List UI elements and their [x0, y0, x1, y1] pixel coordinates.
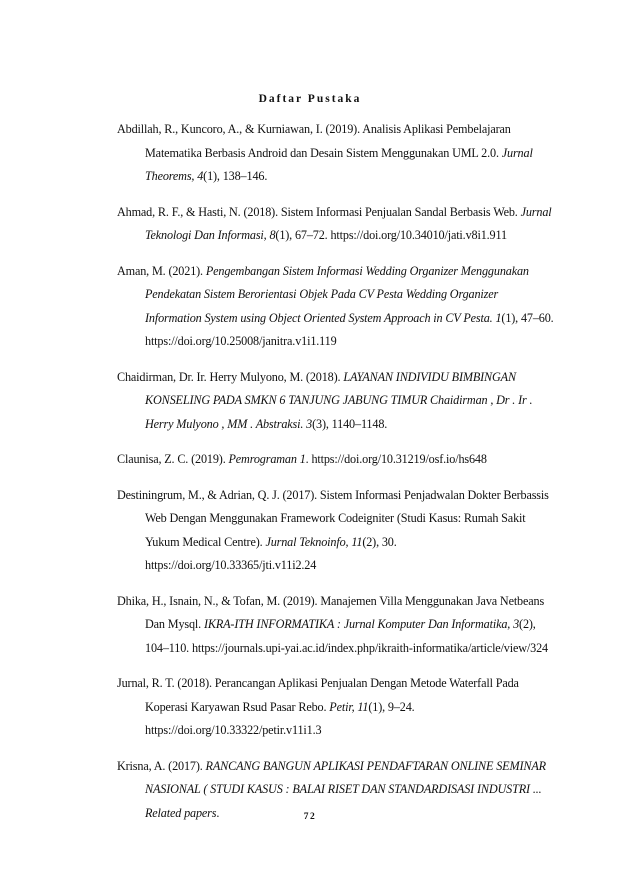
reference-text: Jurnal, R. T. (2018). Perancangan Aplikasi Penjualan Dengan Metode Waterfall Pada Koperasi Karyawan Rsud Pasar Rebo. — [117, 676, 519, 714]
reference-source: Petir, 11 — [329, 699, 369, 714]
reference-item — [117, 484, 557, 578]
reference-source: Jurnal Theorems, 4 — [145, 145, 533, 183]
reference-text: Destiningrum, M., & Adrian, Q. J. (2017). Sistem Informasi Penjadwalan Dokter Berbassis Web Dengan Menggunakan Framework Codeigniter (Studi Kasus: Rumah Sakit Yukum Medical Centre). — [117, 487, 549, 549]
reference-text: Chaidirman, Dr. Ir. Herry Mulyono, M. (2018). — [117, 369, 344, 384]
reference-item — [117, 118, 557, 189]
reference-text: Dhika, H., Isnain, N., & Tofan, M. (2019). Manajemen Villa Menggunakan Java Netbeans Dan Mysql. — [117, 593, 545, 631]
reference-source: Pemrograman 1 — [228, 452, 306, 466]
page-number: 72 — [303, 812, 317, 822]
reference-details: (2), 30. https://doi.org/10.33365/jti.v11i2.24 — [145, 534, 397, 572]
reference-details: (3), 1140–1148. — [312, 416, 388, 431]
reference-source: LAYANAN INDIVIDU BIMBINGAN KONSELING PADA SMKN 6 TANJUNG JABUNG TIMUR Chaidirman , Dr . Ir . Herry Mulyono , MM . Abstraksi. 3 — [145, 369, 533, 431]
reference-details: (2), 104–110. https://journals.upi-yai.ac.id/index.php/ikraith-informatika/article/view/324 — [145, 617, 548, 655]
reference-source: Jurnal Teknologi Dan Informasi, 8 — [145, 204, 552, 242]
reference-item — [117, 448, 557, 472]
reference-source: IKRA-ITH INFORMATIKA : Jurnal Komputer Dan Informatika, 3 — [203, 617, 520, 631]
reference-item — [117, 366, 557, 437]
reference-text: Abdillah, R., Kuncoro, A., & Kurniawan, I. (2019). Analisis Aplikasi Pembelajaran Matematika Berbasis Android dan Desain Sistem Menggunakan UML 2.0. — [117, 122, 511, 160]
reference-text: Claunisa, Z. C. (2019). — [117, 452, 229, 466]
reference-item — [117, 201, 557, 248]
reference-details: (1), 138–146. — [203, 169, 268, 183]
reference-details: (1), 9–24. https://doi.org/10.33322/petir.v11i1.3 — [145, 699, 415, 737]
reference-source: Pengembangan Sistem Informasi Wedding Organizer Menggunakan Pendekatan Sistem Berorientasi Objek Pada CV Pesta Wedding Organizer Information System using Object Oriented System Approach in CV Pesta. 1 — [145, 263, 529, 325]
reference-details: (1), 47–60. https://doi.org/10.25008/janitra.v1i1.119 — [145, 310, 554, 348]
reference-item — [117, 260, 557, 354]
reference-source: Jurnal Teknoinfo, 11 — [265, 534, 363, 549]
reference-text: Aman, M. (2021). — [117, 263, 206, 278]
page-title: Daftar Pustaka — [258, 93, 362, 105]
reference-item — [117, 590, 557, 661]
reference-details: . https://doi.org/10.31219/osf.io/hs648 — [305, 452, 487, 466]
reference-text: Ahmad, R. F., & Hasti, N. (2018). Sistem Informasi Penjualan Sandal Berbasis Web. — [117, 204, 521, 219]
reference-details: . — [216, 805, 220, 820]
reference-text: Krisna, A. (2017). — [117, 758, 206, 773]
reference-source: RANCANG BANGUN APLIKASI PENDAFTARAN ONLINE SEMINAR NASIONAL ( STUDI KASUS : BALAI RISET DAN STANDARDISASI INDUSTRI ... Related papers — [145, 758, 546, 820]
reference-item — [117, 672, 557, 743]
reference-list — [117, 118, 557, 837]
reference-details: (1), 67–72. https://doi.org/10.34010/jati.v8i1.911 — [275, 228, 507, 242]
